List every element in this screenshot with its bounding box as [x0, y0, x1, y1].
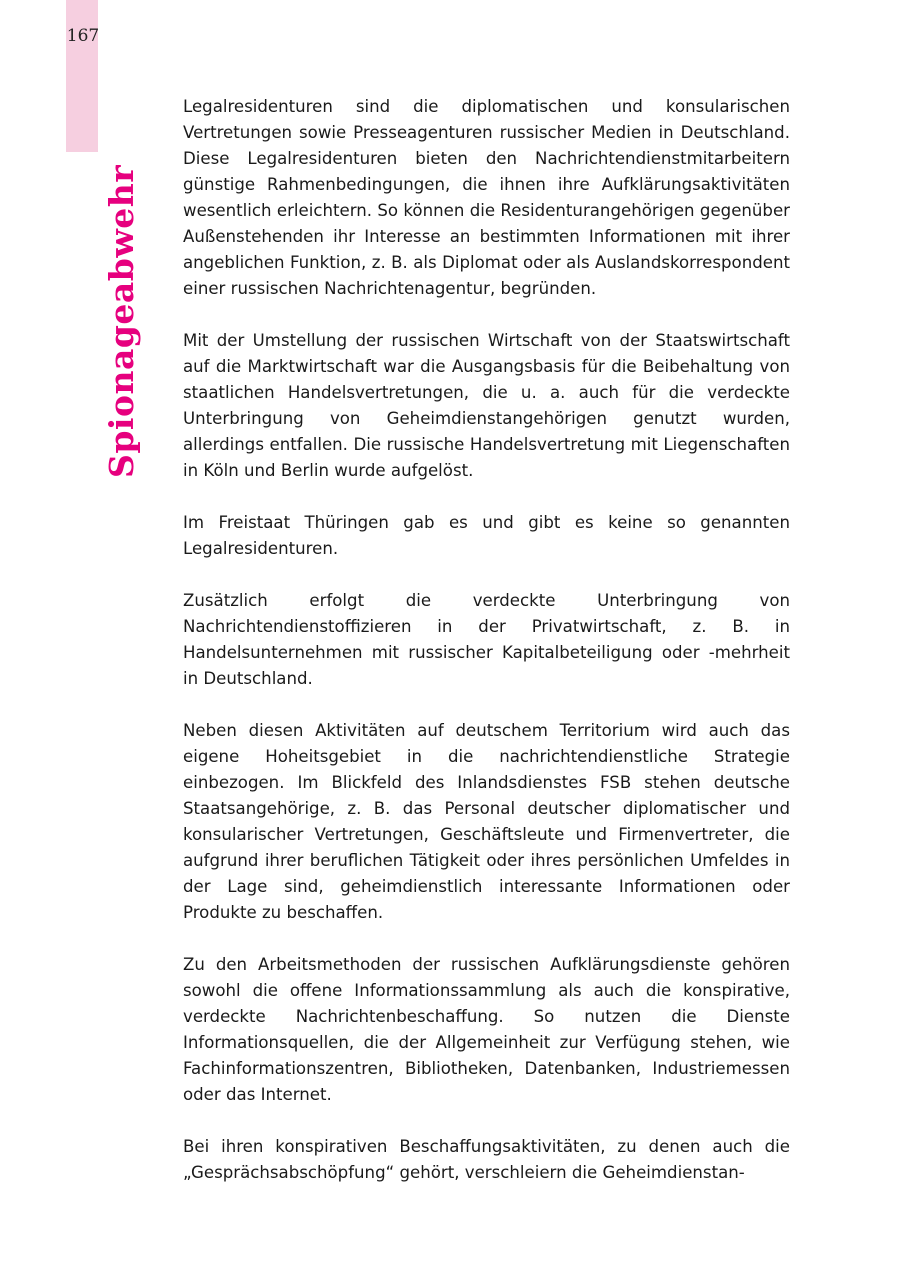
paragraph-1: Legalresidenturen sind die diplomatischen und konsularischen Vertretungen sowie Presseagenturen russischer Medien in Deutschland. Diese Legalresidenturen bieten den Nachrichtendienstmitarbeitern günstige Rahmenbedingungen, die ihnen ihre Aufklärungsaktivitäten wesentlich erleichtern. So können die Residenturangehörigen gegenüber Außenstehenden ihr Interesse an bestimmten Informationen mit ihrer angeblichen Funktion, z. B. als Diplomat oder als Auslandskorrespondent einer russischen Nachrichtenagentur, begründen. — [183, 97, 790, 298]
section-title: Spionageabwehr — [102, 164, 141, 478]
paragraph-3: Im Freistaat Thüringen gab es und gibt es keine so genannten Legalresidenturen. — [183, 513, 790, 558]
paragraph-2: Mit der Umstellung der russischen Wirtschaft von der Staatswirtschaft auf die Marktwirtschaft war die Ausgangsbasis für die Beibehaltung von staatlichen Handelsvertretungen, die u. a. auch für die verdeckte Unterbringung von Geheimdienstangehörigen genutzt wurden, allerdings entfallen. Die russische Handelsvertretung mit Liegenschaften in Köln und Berlin wurde aufgelöst. — [183, 331, 790, 480]
page-tab-marker — [66, 0, 98, 152]
paragraph-4: Zusätzlich erfolgt die verdeckte Unterbringung von Nachrichtendienstoffizieren in der Privatwirtschaft, z. B. in Handelsunternehmen mit russischer Kapitalbeteiligung oder -mehrheit in Deutschland. — [183, 591, 790, 688]
page-number: 167 — [66, 26, 100, 46]
body-text — [183, 94, 790, 1186]
paragraph-7: Bei ihren konspirativen Beschaffungsaktivitäten, zu denen auch die „Gesprächsabschöpfung“ gehört, verschleiern die Geheimdienstan- — [183, 1137, 790, 1182]
paragraph-5: Neben diesen Aktivitäten auf deutschem Territorium wird auch das eigene Hoheitsgebiet in die nachrichtendienstliche Strategie einbezogen. Im Blickfeld des Inlandsdienstes FSB stehen deutsche Staatsangehörige, z. B. das Personal deutscher diplomatischer und konsularischer Vertretungen, Geschäftsleute und Firmenvertreter, die aufgrund ihrer beruflichen Tätigkeit oder ihres persönlichen Umfeldes in der Lage sind, geheimdienstlich interessante Informationen oder Produkte zu beschaffen. — [183, 721, 790, 922]
paragraph-6: Zu den Arbeitsmethoden der russischen Aufklärungsdienste gehören sowohl die offene Informationssammlung als auch die konspirative, verdeckte Nachrichtenbeschaffung. So nutzen die Dienste Informationsquellen, die der Allgemeinheit zur Verfügung stehen, wie Fachinformationszentren, Bibliotheken, Datenbanken, Industriemessen oder das Internet. — [183, 955, 790, 1104]
